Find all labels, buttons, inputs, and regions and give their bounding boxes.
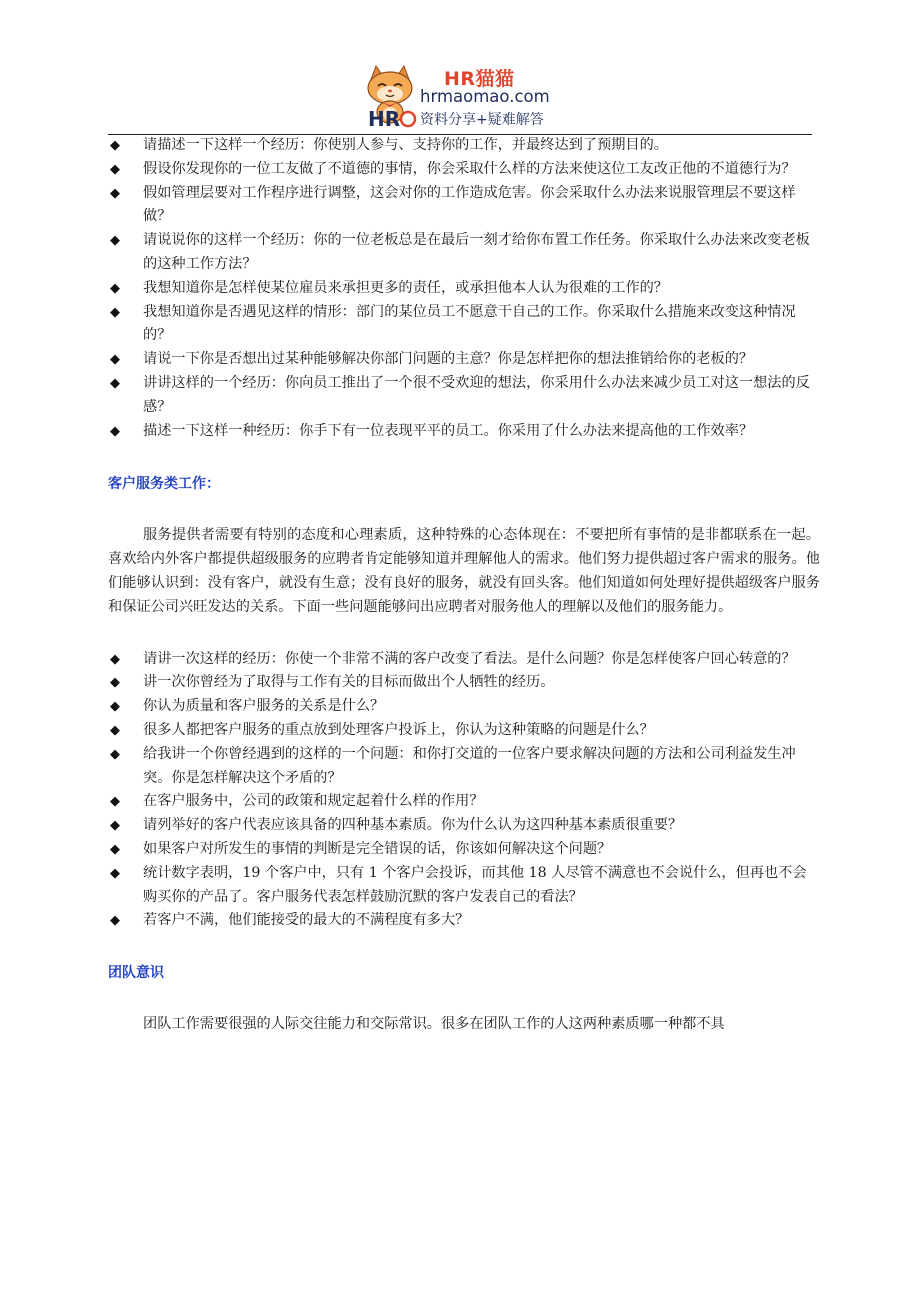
diamond-bullet-icon: ◆ (110, 233, 120, 249)
diamond-bullet-icon: ◆ (110, 818, 120, 834)
diamond-bullet-icon: ◆ (110, 375, 120, 391)
diamond-bullet-icon: ◆ (110, 280, 120, 296)
document-body (108, 134, 820, 1037)
list-item: ◆ 统计数字表明，19 个客户中，只有 1 个客户会投诉，而其他 18 人尽管不满意也不会说什么，但再也不会购买你的产品了。客户服务代表怎样鼓励沉默的客户发表自己的看法？ (108, 862, 820, 910)
question-list-customer-service (108, 648, 820, 934)
list-item: ◆ 请说说你的这样一个经历：你的一位老板总是在最后一刻才给你布置工作任务。你采取什么办法来改变老板的这种工作方法？ (108, 229, 820, 277)
diamond-bullet-icon: ◆ (110, 746, 120, 762)
page-header (108, 62, 812, 135)
list-item: ◆ 假如管理层要对工作程序进行调整，这会对你的工作造成危害。你会采取什么办法来说服管理层不要这样做？ (108, 182, 820, 230)
site-domain: hrmaomao.com (420, 87, 550, 106)
diamond-bullet-icon: ◆ (110, 794, 120, 810)
question-list-management (108, 134, 820, 443)
section-heading-customer-service: 客户服务类工作： (108, 476, 220, 493)
diamond-bullet-icon: ◆ (110, 841, 120, 857)
list-item: ◆ 如果客户对所发生的事情的判断是完全错误的话，你该如何解决这个问题？ (108, 838, 820, 862)
hr-monogram-icon (368, 106, 418, 130)
list-item: ◆ 在客户服务中，公司的政策和规定起着什么样的作用？ (108, 790, 820, 814)
diamond-bullet-icon: ◆ (110, 138, 120, 153)
list-item: ◆ 讲一次你曾经为了取得与工作有关的目标而做出个人牺牲的经历。 (108, 671, 820, 695)
diamond-bullet-icon: ◆ (110, 913, 120, 929)
diamond-bullet-icon: ◆ (110, 865, 120, 881)
diamond-bullet-icon: ◆ (110, 185, 120, 201)
list-item: ◆ 描述一下这样一种经历：你手下有一位表现平平的员工。你采用了什么办法来提高他的工作效率？ (108, 420, 820, 444)
site-logo (362, 62, 562, 132)
section-heading-teamwork: 团队意识 (108, 965, 164, 982)
list-item: ◆ 讲讲这样的一个经历：你向员工推出了一个很不受欢迎的想法，你采用什么办法来减少员工对这一想法的反感？ (108, 372, 820, 420)
list-item: ◆ 你认为质量和客户服务的关系是什么？ (108, 695, 820, 719)
diamond-bullet-icon: ◆ (110, 352, 120, 368)
diamond-bullet-icon: ◆ (110, 304, 120, 320)
diamond-bullet-icon: ◆ (110, 722, 120, 738)
section-paragraph-teamwork: 团队工作需要很强的人际交往能力和交际常识。很多在团队工作的人这两种素质哪一种都不具 (143, 1016, 725, 1033)
list-item: ◆ 给我讲一个你曾经遇到的这样的一个问题：和你打交道的一位客户要求解决问题的方法和公司利益发生冲突。你是怎样解决这个矛盾的？ (108, 743, 820, 791)
section-paragraph-customer-service: 服务提供者需要有特别的态度和心理素质，这种特殊的心态体现在：不要把所有事情的是非都联系在一起。喜欢给内外客户都提供超级服务的应聘者肯定能够知道并理解他人的需求。他们努力提供超过客户需求的服务。他们能够认识到：没有客户，就没有生意；没有良好的服务，就没有回头客。他们知道如何处理好提供超级客户服务和保证公司兴旺发达的关系。下面一些问题能够问出应聘者对服务他人的理解以及他们的服务能力。 (108, 527, 820, 615)
diamond-bullet-icon: ◆ (110, 423, 120, 439)
list-item: ◆ 请描述一下这样一个经历：你使别人参与、支持你的工作，并最终达到了预期目的。 (108, 134, 820, 158)
list-item: ◆ 假设你发现你的一位工友做了不道德的事情，你会采取什么样的方法来使这位工友改正他的不道德行为？ (108, 158, 820, 182)
list-item: ◆ 请列举好的客户代表应该具备的四种基本素质。你为什么认为这四种基本素质很重要？ (108, 814, 820, 838)
list-item: ◆ 我想知道你是否遇见这样的情形：部门的某位员工不愿意干自己的工作。你采取什么措施来改变这种情况的？ (108, 301, 820, 349)
list-item: ◆ 我想知道你是怎样使某位雇员来承担更多的责任，或承担他本人认为很难的工作的？ (108, 277, 820, 301)
diamond-bullet-icon: ◆ (110, 699, 120, 715)
list-item: ◆ 请讲一次这样的经历：你使一个非常不满的客户改变了看法。是什么问题？你是怎样使客户回心转意的？ (108, 648, 820, 672)
diamond-bullet-icon: ◆ (110, 161, 120, 177)
list-item: ◆ 请说一下你是否想出过某种能够解决你部门问题的主意？你是怎样把你的想法推销给你的老板的？ (108, 348, 820, 372)
site-slogan: 资料分享+疑难解答 (420, 112, 544, 128)
list-item: ◆ 很多人都把客户服务的重点放到处理客户投诉上，你认为这种策略的问题是什么？ (108, 719, 820, 743)
brand-name: HR猫猫 (444, 68, 515, 90)
diamond-bullet-icon: ◆ (110, 675, 120, 691)
diamond-bullet-icon: ◆ (110, 651, 120, 667)
list-item: ◆ 若客户不满，他们能接受的最大的不满程度有多大？ (108, 909, 820, 933)
svg-text:HR: HR (368, 107, 401, 130)
